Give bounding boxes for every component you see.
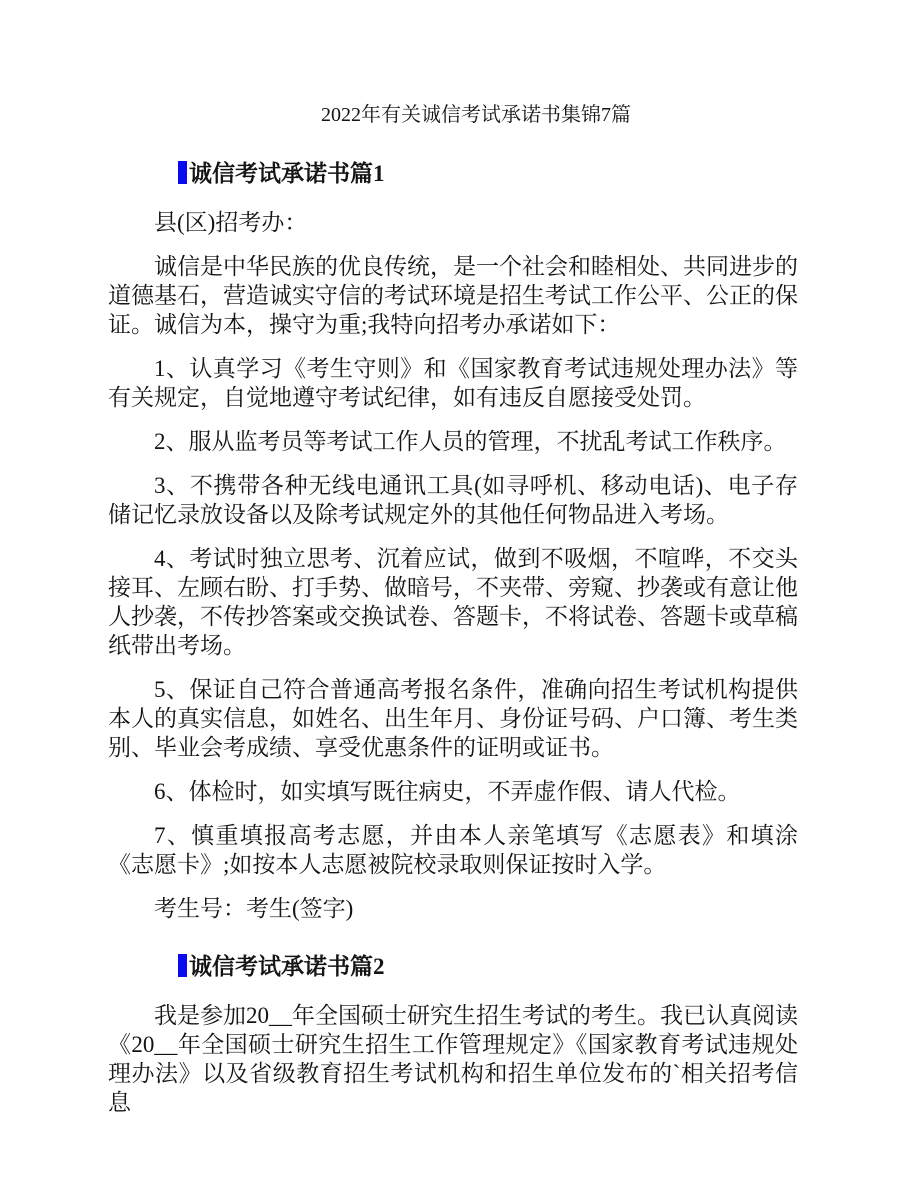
salutation-line: 县(区)招考办： xyxy=(154,210,308,235)
heading-bullet-icon xyxy=(178,954,187,977)
signature-line: 考生号：考生(签字) xyxy=(154,896,354,921)
document-title: 2022年有关诚信考试承诺书集锦7篇 xyxy=(321,104,631,126)
section-2-heading xyxy=(108,951,798,983)
section-1 xyxy=(108,158,798,923)
commitment-item-5: 5、保证自己符合普通高考报名条件，准确向招生考试机构提供本人的真实信息，如姓名、出生年月、身份证号码、户口簿、考生类别、毕业会考成绩、享受优惠条件的证明或证书。 xyxy=(108,677,798,760)
heading-bullet-icon xyxy=(178,161,187,184)
section-2-intro-paragraph: 我是参加20__年全国硕士研究生招生考试的考生。我已认真阅读《20__年全国硕士研究生招生工作管理规定》《国家教育考试违规处理办法》以及省级教育招生考试机构和招生单位发布的`相关招考信息 xyxy=(108,1003,798,1115)
section-1-heading-text: 诚信考试承诺书篇1 xyxy=(189,161,385,186)
commitment-item-2: 2、服从监考员等考试工作人员的管理，不扰乱考试工作秩序。 xyxy=(154,429,787,454)
intro-paragraph: 诚信是中华民族的优良传统，是一个社会和睦相处、共同进步的道德基石，营造诚实守信的考试环境是招生考试工作公平、公正的保证。诚信为本，操守为重;我特向招考办承诺如下： xyxy=(108,254,798,337)
commitment-item-1: 1、认真学习《考生守则》和《国家教育考试违规处理办法》等有关规定，自觉地遵守考试纪律，如有违反自愿接受处罚。 xyxy=(108,356,798,410)
commitment-item-4: 4、考试时独立思考、沉着应试，做到不吸烟，不喧哗，不交头接耳、左顾右盼、打手势、做暗号，不夹带、旁窥、抄袭或有意让他人抄袭，不传抄答案或交换试卷、答题卡，不将试卷、答题卡或草稿纸带出考场。 xyxy=(108,546,798,658)
commitment-item-6: 6、体检时，如实填写既往病史，不弄虚作假、请人代检。 xyxy=(154,779,741,804)
section-2 xyxy=(108,951,798,1117)
commitment-item-3: 3、不携带各种无线电通讯工具(如寻呼机、移动电话)、电子存储记忆录放设备以及除考试规定外的其他任何物品进入考场。 xyxy=(108,473,798,527)
section-2-heading-text: 诚信考试承诺书篇2 xyxy=(189,954,385,979)
section-1-heading xyxy=(108,158,798,190)
commitment-item-7: 7、慎重填报高考志愿，并由本人亲笔填写《志愿表》和填涂《志愿卡》;如按本人志愿被院校录取则保证按时入学。 xyxy=(108,823,798,877)
